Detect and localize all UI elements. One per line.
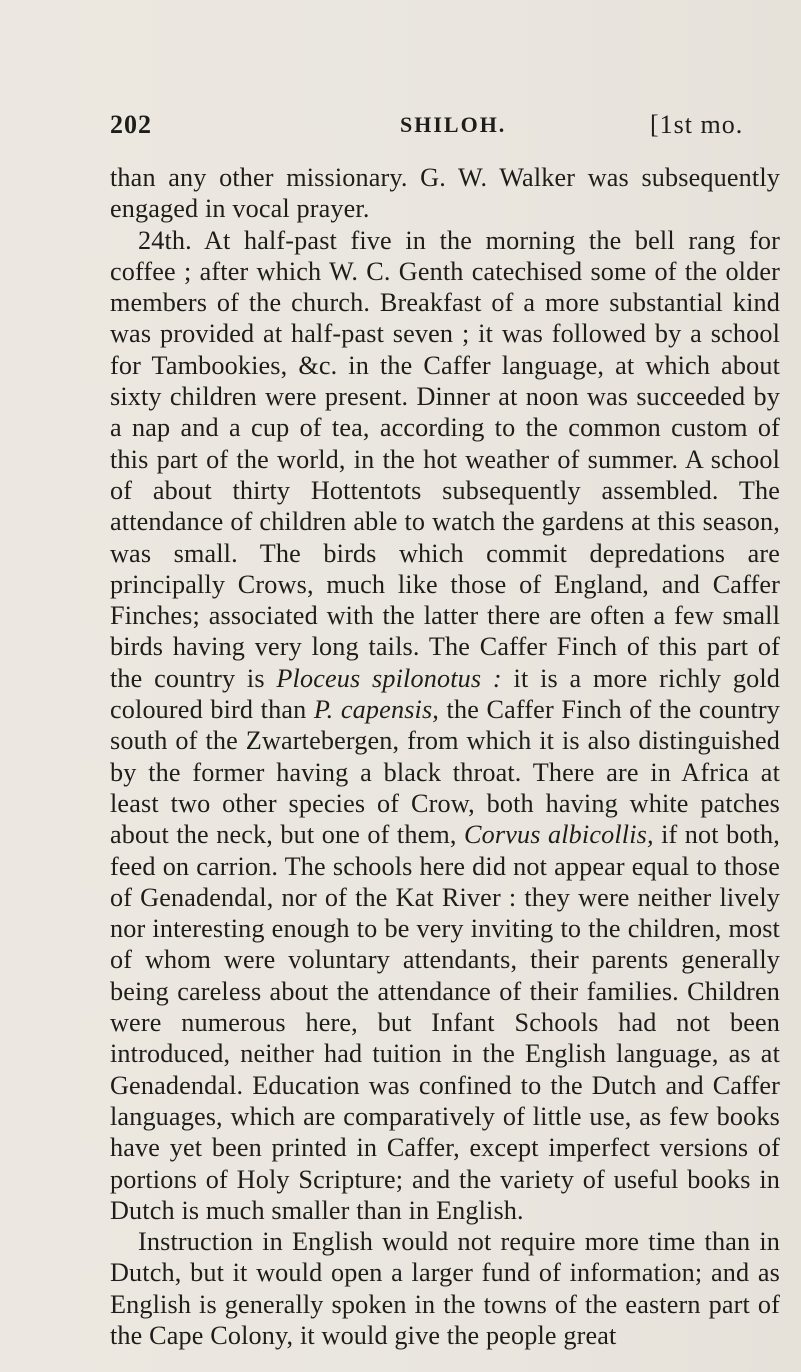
paragraph-continuation <box>110 162 780 225</box>
paragraph-24th <box>110 225 780 1227</box>
species-name-p-capensis: P. capensis, <box>313 695 439 725</box>
running-head <box>110 110 780 150</box>
text-run: it is a more richly gold coloured bird than <box>110 663 781 725</box>
text-run: than any other missionary. G. W. Walker was subsequently engaged in vocal prayer. <box>110 163 780 224</box>
page-number: 202 <box>110 110 152 139</box>
paragraph-instruction <box>110 1226 780 1351</box>
section-marker: [1st mo. <box>650 110 744 139</box>
text-run: 24th. At half-past five in the morning the bell rang for coffee ; after which W. C. Genth catechised some of the older members of the church. Breakfast of a more substantial kind was provided at half-past seven ; it was followed by a school for Tambookies, &c. in the Caffer language, at which about sixty children were present. Dinner at noon was succeeded by a nap and a cup of tea, according to the common custom of this part of the world, in the hot weather of summer. A school of about thirty Hottentots subsequently assembled. The attendance of children able to watch the gardens at this season, was small. The birds which commit depredations are principally Crows, much like those of England, and Caffer Finches; associated with the latter there are often a few small birds having very long tails. The Caffer Finch of this part of the country is <box>110 225 780 693</box>
text-run: if not both, feed on carrion. The schools here did not appear equal to those of Genadendal, nor of the Kat River : they were neither lively nor interesting enough to be very inviting to the children, most of whom were voluntary attendants, their parents generally being careless about the attendance of their families. Children were numerous here, but Infant Schools had not been introduced, neither had tuition in the English language, as at Genadendal. Education was confined to the Dutch and Caffer languages, which are comparatively of little use, as few books have yet been printed in Caffer, except imperfect versions of portions of Holy Scripture; and the variety of useful books in Dutch is much smaller than in English. <box>110 820 780 1225</box>
running-title: SHILOH. <box>400 112 507 137</box>
text-run: the Caffer Finch of the country south of the Zwartebergen, from which it is also distinguished by the former having a black throat. There are in Africa at least two other species of Crow, both having white patches about the neck, but one of them, <box>110 695 780 850</box>
species-name-ploceus-spilonotus: Ploceus spilonotus : <box>276 663 502 693</box>
species-name-corvus-albicollis: Corvus albicollis, <box>464 820 654 850</box>
text-run: Instruction in English would not require more time than in Dutch, but it would open a larger fund of information; and as English is generally spoken in the towns of the eastern part of the Cape Colony, it would give the people great <box>110 1227 780 1350</box>
body-text <box>110 162 780 1351</box>
